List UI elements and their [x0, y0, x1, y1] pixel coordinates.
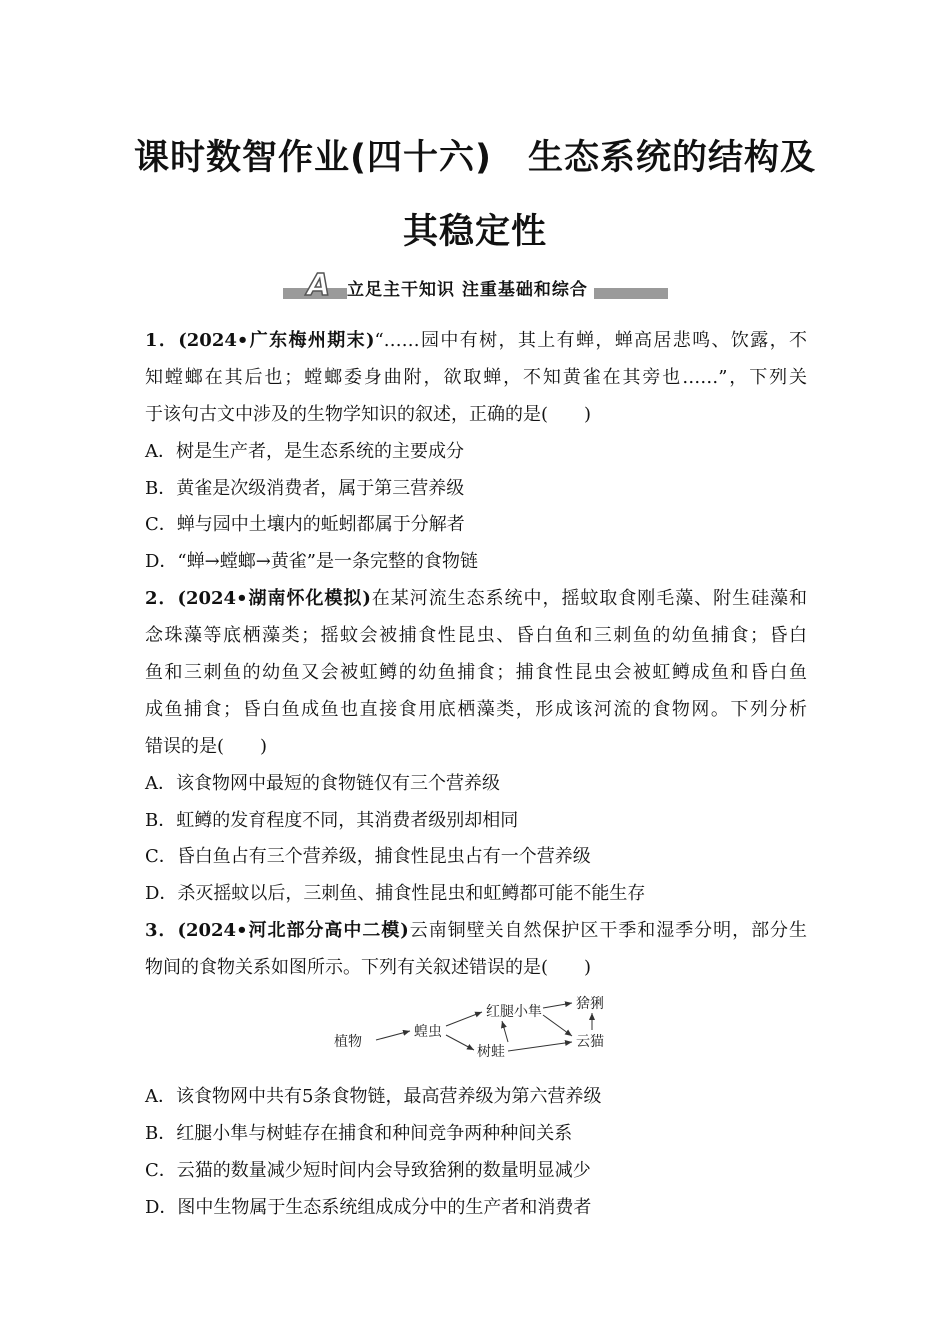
q3-source: (2024•河北部分高中二模) — [177, 920, 409, 942]
q1-stem-line-1 — [145, 323, 807, 360]
q3-stem-line-2: 物间的食物关系如图所示。下列有关叙述错误的是( ) — [145, 957, 592, 979]
node-locust: 蝗虫 — [414, 1024, 442, 1040]
q1-stem-line-3: 于该句古文中涉及的生物学知识的叙述，正确的是( ) — [145, 403, 592, 425]
q3-option-b: B．红腿小隼与树蛙存在捕食和种间竞争两种种间关系 — [145, 1122, 573, 1144]
q2-stem-line-1 — [145, 581, 807, 618]
section-banner — [283, 270, 668, 302]
node-plant: 植物 — [334, 1034, 362, 1050]
q2-stem-line-2: 念珠藻等底栖藻类；摇蚊会被捕食性昆虫、昏白鱼和三刺鱼的幼鱼捕食；昏白 — [145, 625, 807, 647]
edge-bird-civet — [543, 1003, 572, 1008]
q2-number: 2． — [145, 588, 178, 610]
food-web-diagram — [330, 988, 630, 1068]
q1-option-a: A．树是生产者，是生态系统的主要成分 — [145, 440, 464, 462]
node-civet: 猞猁 — [576, 996, 604, 1012]
q3-stem-line-1 — [145, 913, 807, 950]
edge-frog-cat — [508, 1042, 572, 1051]
q2-source: (2024•湖南怀化模拟) — [177, 588, 371, 610]
section-label: 立足主干知识 注重基础和综合 — [347, 275, 594, 300]
edge-locust-frog — [446, 1035, 474, 1050]
q2-option-c: C．昏白鱼占有三个营养级，捕食性昆虫占有一个营养级 — [145, 846, 591, 868]
q1-option-c: C．蝉与园中土壤内的蚯蚓都属于分解者 — [145, 514, 465, 536]
q1-stem-line-2: 知螳螂在其后也；螳螂委身曲附，欲取蝉，不知黄雀在其旁也……”，下列关 — [145, 366, 807, 388]
q2-option-b: B．虹鳟的发育程度不同，其消费者级别却相同 — [145, 809, 519, 831]
q2-stem-text: 在某河流生态系统中，摇蚊取食刚毛藻、附生硅藻和 — [370, 588, 807, 610]
edge-locust-bird — [446, 1012, 482, 1026]
q2-option-a: A．该食物网中最短的食物链仅有三个营养级 — [145, 772, 500, 794]
page-title-line-2: 其稳定性 — [402, 212, 547, 252]
q2-stem-line-3: 鱼和三刺鱼的幼鱼又会被虹鳟的幼鱼捕食；捕食性昆虫会被虹鳟成鱼和昏白鱼 — [145, 662, 807, 684]
node-frog: 树蛙 — [477, 1044, 505, 1060]
q1-number: 1． — [145, 330, 179, 351]
node-cat: 云猫 — [576, 1034, 604, 1050]
q2-stem-line-4: 成鱼捕食；昏白鱼成鱼也直接食用底栖藻类，形成该河流的食物网。下列分析 — [145, 698, 807, 720]
q1-option-d: D．“蝉→螳螂→黄雀”是一条完整的食物链 — [145, 551, 478, 573]
node-bird: 红腿小隼 — [486, 1004, 542, 1020]
q3-stem-text: 云南铜壁关自然保护区干季和湿季分明，部分生 — [408, 920, 807, 942]
q2-option-d: D．杀灭摇蚊以后，三刺鱼、捕食性昆虫和虹鳟都可能不能生存 — [145, 883, 646, 905]
page-title-line-1: 课时数智作业(四十六) 生态系统的结构及 — [134, 138, 816, 178]
q2-stem-line-5: 错误的是( ) — [145, 735, 268, 757]
edge-plant-locust — [376, 1031, 410, 1040]
q1-stem-text: “……园中有树，其上有蝉，蝉高居悲鸣、饮露，不 — [374, 330, 807, 351]
q3-option-d: D．图中生物属于生态系统组成成分中的生产者和消费者 — [145, 1196, 592, 1218]
edge-bird-cat — [543, 1015, 572, 1036]
q3-option-c: C．云猫的数量减少短时间内会导致猞猁的数量明显减少 — [145, 1159, 591, 1181]
section-letter-icon: A — [307, 268, 331, 303]
q3-number: 3． — [145, 920, 178, 942]
q1-option-b: B．黄雀是次级消费者，属于第三营养级 — [145, 477, 465, 499]
q3-option-a: A．该食物网中共有5条食物链，最高营养级为第六营养级 — [145, 1086, 602, 1108]
edge-frog-bird — [502, 1021, 508, 1042]
question-list — [145, 323, 807, 1227]
q1-source: (2024•广东梅州期末) — [178, 330, 375, 351]
